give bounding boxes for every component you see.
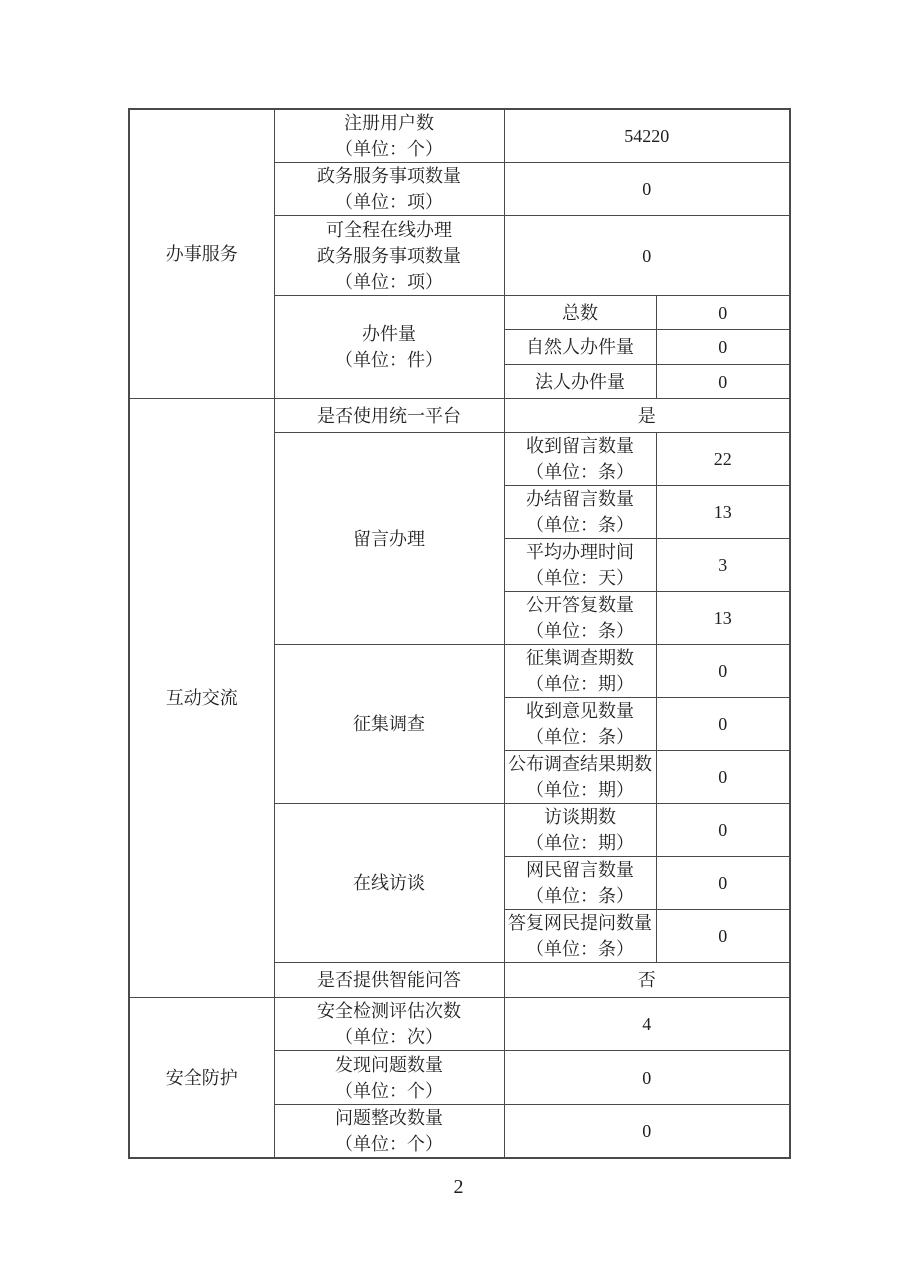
cell-smart-qa: 是否提供智能问答 [274,963,504,998]
unit-label: （单位：条） [526,515,634,535]
cell-security-assessments [274,998,504,1051]
value-interview-messages: 0 [656,857,790,910]
section-label-service: 办事服务 [129,109,274,399]
unit-label: （单位：条） [526,939,634,959]
cell-survey-opinions [504,698,656,751]
value-case-total: 0 [656,296,790,330]
cell-interview-messages [504,857,656,910]
metric-label: 办结留言数量 [526,489,634,509]
value-avg-handle-time: 3 [656,539,790,592]
cell-registered-users [274,109,504,163]
unit-label: （单位：个） [335,1134,443,1154]
cell-interview: 在线访谈 [274,804,504,963]
cell-survey-results [504,751,656,804]
cell-public-replies [504,592,656,645]
metric-label: 办件量 [362,324,416,344]
unit-label: （单位：件） [335,350,443,370]
unit-label: （单位：条） [526,462,634,482]
metric-label: 公开答复数量 [526,595,634,615]
unit-label: （单位：项） [335,271,443,292]
value-case-legal: 0 [656,365,790,399]
unit-label: （单位：个） [335,1080,443,1101]
metric-label: 征集调查期数 [526,648,634,668]
value-survey-opinions: 0 [656,698,790,751]
metric-label: 公布调查结果期数 [508,754,652,774]
metric-label: 安全检测评估次数 [317,1001,461,1021]
unit-label: （单位：期） [526,780,634,800]
cell-messages-received [504,433,656,486]
value-problems-fixed: 0 [504,1105,790,1159]
value-public-replies: 13 [656,592,790,645]
cell-case-total: 总数 [504,296,656,330]
cell-interview-replies [504,910,656,963]
cell-online-items [274,216,504,296]
metric-label-line1: 可全程在线办理 [326,219,452,240]
metric-label: 政务服务事项数量 [317,166,461,186]
section-label-security: 安全防护 [129,998,274,1159]
unit-label: （单位：个） [335,139,443,159]
table-row [129,109,790,163]
cell-interview-periods [504,804,656,857]
metric-label: 访谈期数 [544,807,616,827]
cell-problems-found [274,1051,504,1105]
value-problems-found: 0 [504,1051,790,1105]
metric-label: 平均办理时间 [526,542,634,562]
cell-service-items [274,163,504,216]
unit-label: （单位：天） [526,568,634,588]
unit-label: （单位：期） [526,833,634,853]
metric-label: 网民留言数量 [526,860,634,880]
report-table [128,108,791,1159]
metric-label: 发现问题数量 [335,1054,443,1075]
section-label-interaction: 互动交流 [129,399,274,998]
value-survey-results: 0 [656,751,790,804]
metric-label: 收到意见数量 [526,701,634,721]
cell-survey-periods [504,645,656,698]
value-smart-qa: 否 [504,963,790,998]
cell-case-legal: 法人办件量 [504,365,656,399]
value-interview-periods: 0 [656,804,790,857]
value-online-items: 0 [504,216,790,296]
table-row [129,399,790,433]
value-security-assessments: 4 [504,998,790,1051]
unit-label: （单位：条） [526,886,634,906]
cell-problems-fixed [274,1105,504,1159]
page-number: 2 [453,1176,464,1198]
unit-label: （单位：条） [526,727,634,747]
metric-label: 问题整改数量 [335,1108,443,1128]
unit-label: （单位：期） [526,674,634,694]
metric-label: 答复网民提问数量 [508,913,652,933]
cell-messages-completed [504,486,656,539]
value-messages-completed: 13 [656,486,790,539]
value-service-items: 0 [504,163,790,216]
table-row [129,998,790,1051]
cell-message-handling: 留言办理 [274,433,504,645]
value-interview-replies: 0 [656,910,790,963]
unit-label: （单位：项） [335,192,443,212]
cell-survey: 征集调查 [274,645,504,804]
value-unified-platform: 是 [504,399,790,433]
metric-label: 收到留言数量 [526,436,634,456]
cell-case-natural: 自然人办件量 [504,330,656,365]
unit-label: （单位：条） [526,621,634,641]
cell-unified-platform: 是否使用统一平台 [274,399,504,433]
metric-label: 注册用户数 [344,113,434,133]
value-case-natural: 0 [656,330,790,365]
value-survey-periods: 0 [656,645,790,698]
unit-label: （单位：次） [335,1027,443,1047]
metric-label-line2: 政务服务事项数量 [317,245,461,266]
cell-case-volume [274,296,504,399]
value-registered-users: 54220 [504,109,790,163]
value-messages-received: 22 [656,433,790,486]
cell-avg-handle-time [504,539,656,592]
